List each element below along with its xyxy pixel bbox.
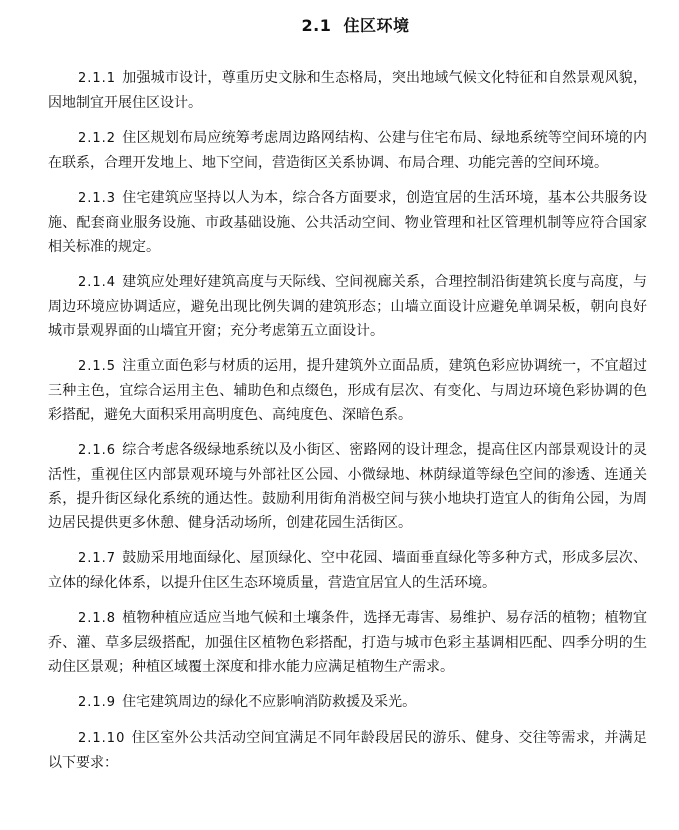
clause-2-1-5 [48,354,647,427]
clause-number: 2.1.8 [78,611,117,626]
clause-text: 住区室外公共活动空间宜满足不同年龄段居民的游乐、健身、交往等需求，并满足以下要求： [48,730,647,771]
clause-number: 2.1.5 [78,359,117,374]
clause-text: 住宅建筑应坚持以人为本，综合各方面要求，创造宜居的生活环境，基本公共服务设施、配套商业服务设施、市政基础设施、公共活动空间、物业管理和社区管理机制等应符合国家相关标准的规定。 [48,190,647,255]
clause-2-1-9 [48,690,647,715]
clause-2-1-8 [48,606,647,679]
section-title-text: 住区环境 [343,16,410,35]
clause-2-1-4 [48,270,647,343]
clause-2-1-2 [48,126,647,175]
clause-text: 住宅建筑周边的绿化不应影响消防救援及采光。 [122,694,417,710]
clause-number: 2.1.4 [78,275,117,290]
clause-number: 2.1.10 [78,731,126,746]
section-heading [48,12,647,40]
clause-text: 鼓励采用地面绿化、屋顶绿化、空中花园、墙面垂直绿化等多种方式，形成多层次、立体的绿化体系，以提升住区生态环境质量，营造宜居宜人的生活环境。 [48,550,647,591]
clause-number: 2.1.3 [78,191,117,206]
section-number: 2.1 [301,16,332,35]
clause-number: 2.1.2 [78,131,117,146]
clause-text: 加强城市设计，尊重历史文脉和生态格局，突出地域气候文化特征和自然景观风貌，因地制宜开展住区设计。 [48,70,647,111]
clause-2-1-1 [48,66,647,115]
clause-number: 2.1.9 [78,695,117,710]
clause-2-1-10 [48,726,647,775]
clause-number: 2.1.6 [78,443,117,458]
clause-text: 植物种植应适应当地气候和土壤条件，选择无毒害、易维护、易存活的植物；植物宜乔、灌、草多层级搭配，加强住区植物色彩搭配，打造与城市色彩主基调相匹配、四季分明的生动住区景观；种植区域覆土深度和排水能力应满足植物生产需求。 [48,610,647,675]
clause-text: 综合考虑各级绿地系统以及小街区、密路网的设计理念，提高住区内部景观设计的灵活性，重视住区内部景观环境与外部社区公园、小微绿地、林荫绿道等绿色空间的渗透、连通关系，提升街区绿化系统的通达性。鼓励利用街角消极空间与狭小地块打造宜人的街角公园，为周边居民提供更多休憩、健身活动场所，创建花园生活街区。 [48,442,647,531]
clause-2-1-3 [48,186,647,259]
clause-text: 注重立面色彩与材质的运用，提升建筑外立面品质，建筑色彩应协调统一，不宜超过三种主色，宜综合运用主色、辅助色和点缀色，形成有层次、有变化、与周边环境色彩协调的色彩搭配，避免大面积采用高明度色、高纯度色、深暗色系。 [48,358,647,423]
clause-number: 2.1.1 [78,71,117,86]
clause-number: 2.1.7 [78,551,117,566]
clause-2-1-6 [48,438,647,535]
clause-2-1-7 [48,546,647,595]
clause-text: 住区规划布局应统筹考虑周边路网结构、公建与住宅布局、绿地系统等空间环境的内在联系，合理开发地上、地下空间，营造街区关系协调、布局合理、功能完善的空间环境。 [48,130,647,171]
clause-text: 建筑应处理好建筑高度与天际线、空间视廊关系，合理控制沿街建筑长度与高度，与周边环境应协调适应，避免出现比例失调的建筑形态；山墙立面设计应避免单调呆板，朝向良好城市景观界面的山墙宜开窗；充分考虑第五立面设计。 [48,274,647,339]
